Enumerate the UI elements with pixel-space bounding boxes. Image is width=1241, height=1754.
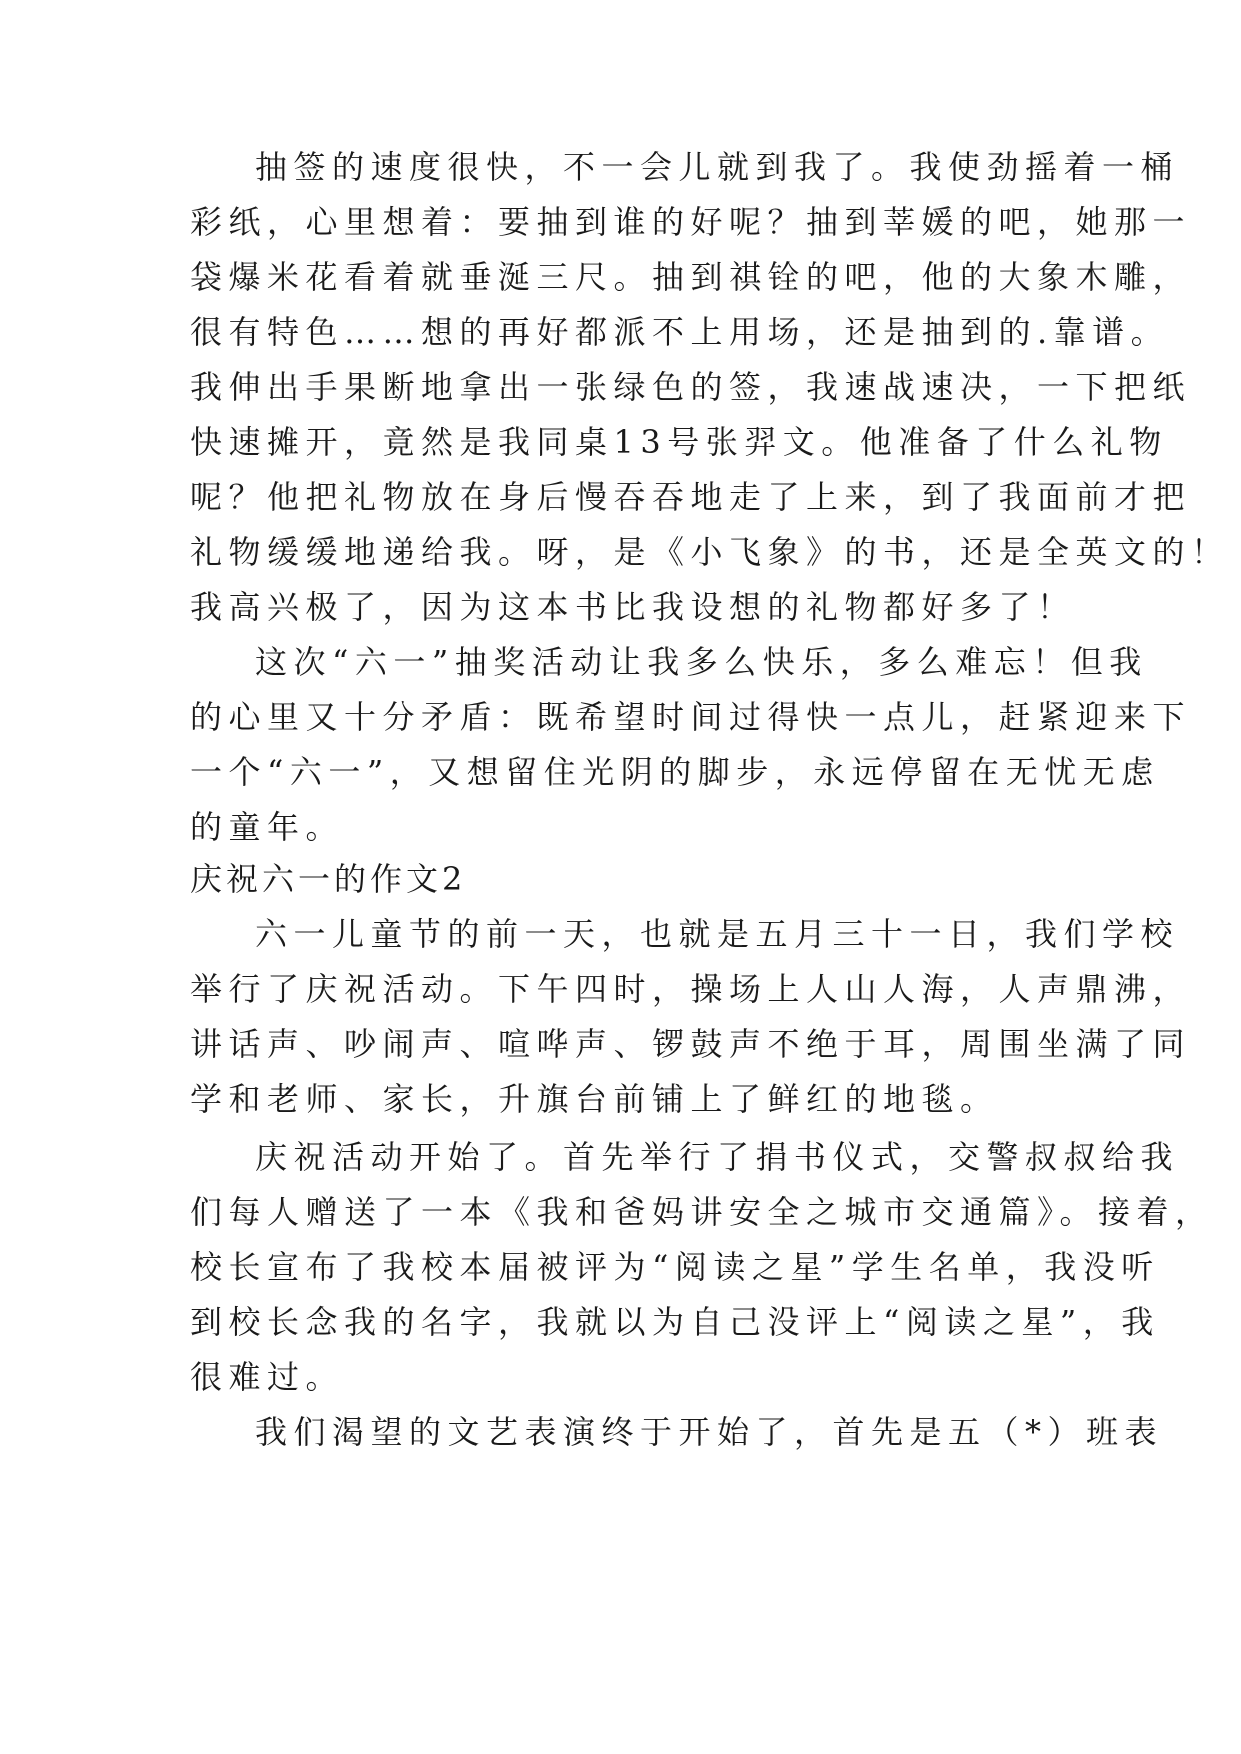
paragraph-line: 举行了庆祝活动。下午四时，操场上人山人海，人声鼎沸， [190,970,1192,1008]
paragraph-line: 很有特色……想的再好都派不上用场，还是抽到的.靠谱。 [190,313,1170,351]
paragraph-line: 快速摊开，竟然是我同桌13号张羿文。他准备了什么礼物 [190,423,1168,461]
paragraph-line: 彩纸，心里想着：要抽到谁的好呢？抽到莘媛的吧，她那一 [190,203,1192,241]
paragraph-line: 学和老师、家长，升旗台前铺上了鲜红的地毯。 [190,1080,999,1118]
paragraph-line: 六一儿童节的前一天，也就是五月三十一日，我们学校 [255,915,1180,953]
paragraph-line: 我们渴望的文艺表演终于开始了，首先是五（*）班表 [255,1413,1164,1451]
paragraph-line: 的童年。 [190,808,345,846]
paragraph-line: 校长宣布了我校本届被评为“阅读之星”学生名单，我没听 [190,1248,1160,1286]
paragraph-line: 呢？他把礼物放在身后慢吞吞地走了上来，到了我面前才把 [190,478,1192,516]
paragraph-line: 讲话声、吵闹声、喧哗声、锣鼓声不绝于耳，周围坐满了同 [190,1025,1192,1063]
paragraph-line: 们每人赠送了一本《我和爸妈讲安全之城市交通篇》。接着， [190,1193,1214,1231]
paragraph-line: 袋爆米花看着就垂涎三尺。抽到祺铨的吧，他的大象木雕， [190,258,1192,296]
paragraph-line: 很难过。 [190,1358,345,1396]
paragraph-line: 到校长念我的名字，我就以为自己没评上“阅读之星”，我 [190,1303,1160,1341]
paragraph-line: 我伸出手果断地拿出一张绿色的签，我速战速决，一下把纸 [190,368,1192,406]
paragraph-line: 这次“六一”抽奖活动让我多么快乐，多么难忘！但我 [255,643,1148,681]
paragraph-line: 庆祝活动开始了。首先举行了捐书仪式，交警叔叔给我 [255,1138,1180,1176]
section-heading: 庆祝六一的作文2 [190,860,467,898]
paragraph-line: 抽签的速度很快，不一会儿就到我了。我使劲摇着一桶 [255,148,1180,186]
paragraph-line: 我高兴极了，因为这本书比我设想的礼物都好多了！ [190,588,1076,626]
paragraph-line: 一个“六一”，又想留住光阴的脚步，永远停留在无忧无虑 [190,753,1160,791]
paragraph-line: 礼物缓缓地递给我。呀，是《小飞象》的书，还是全英文的！ [190,533,1230,571]
paragraph-line: 的心里又十分矛盾：既希望时间过得快一点儿，赶紧迎来下 [190,698,1192,736]
